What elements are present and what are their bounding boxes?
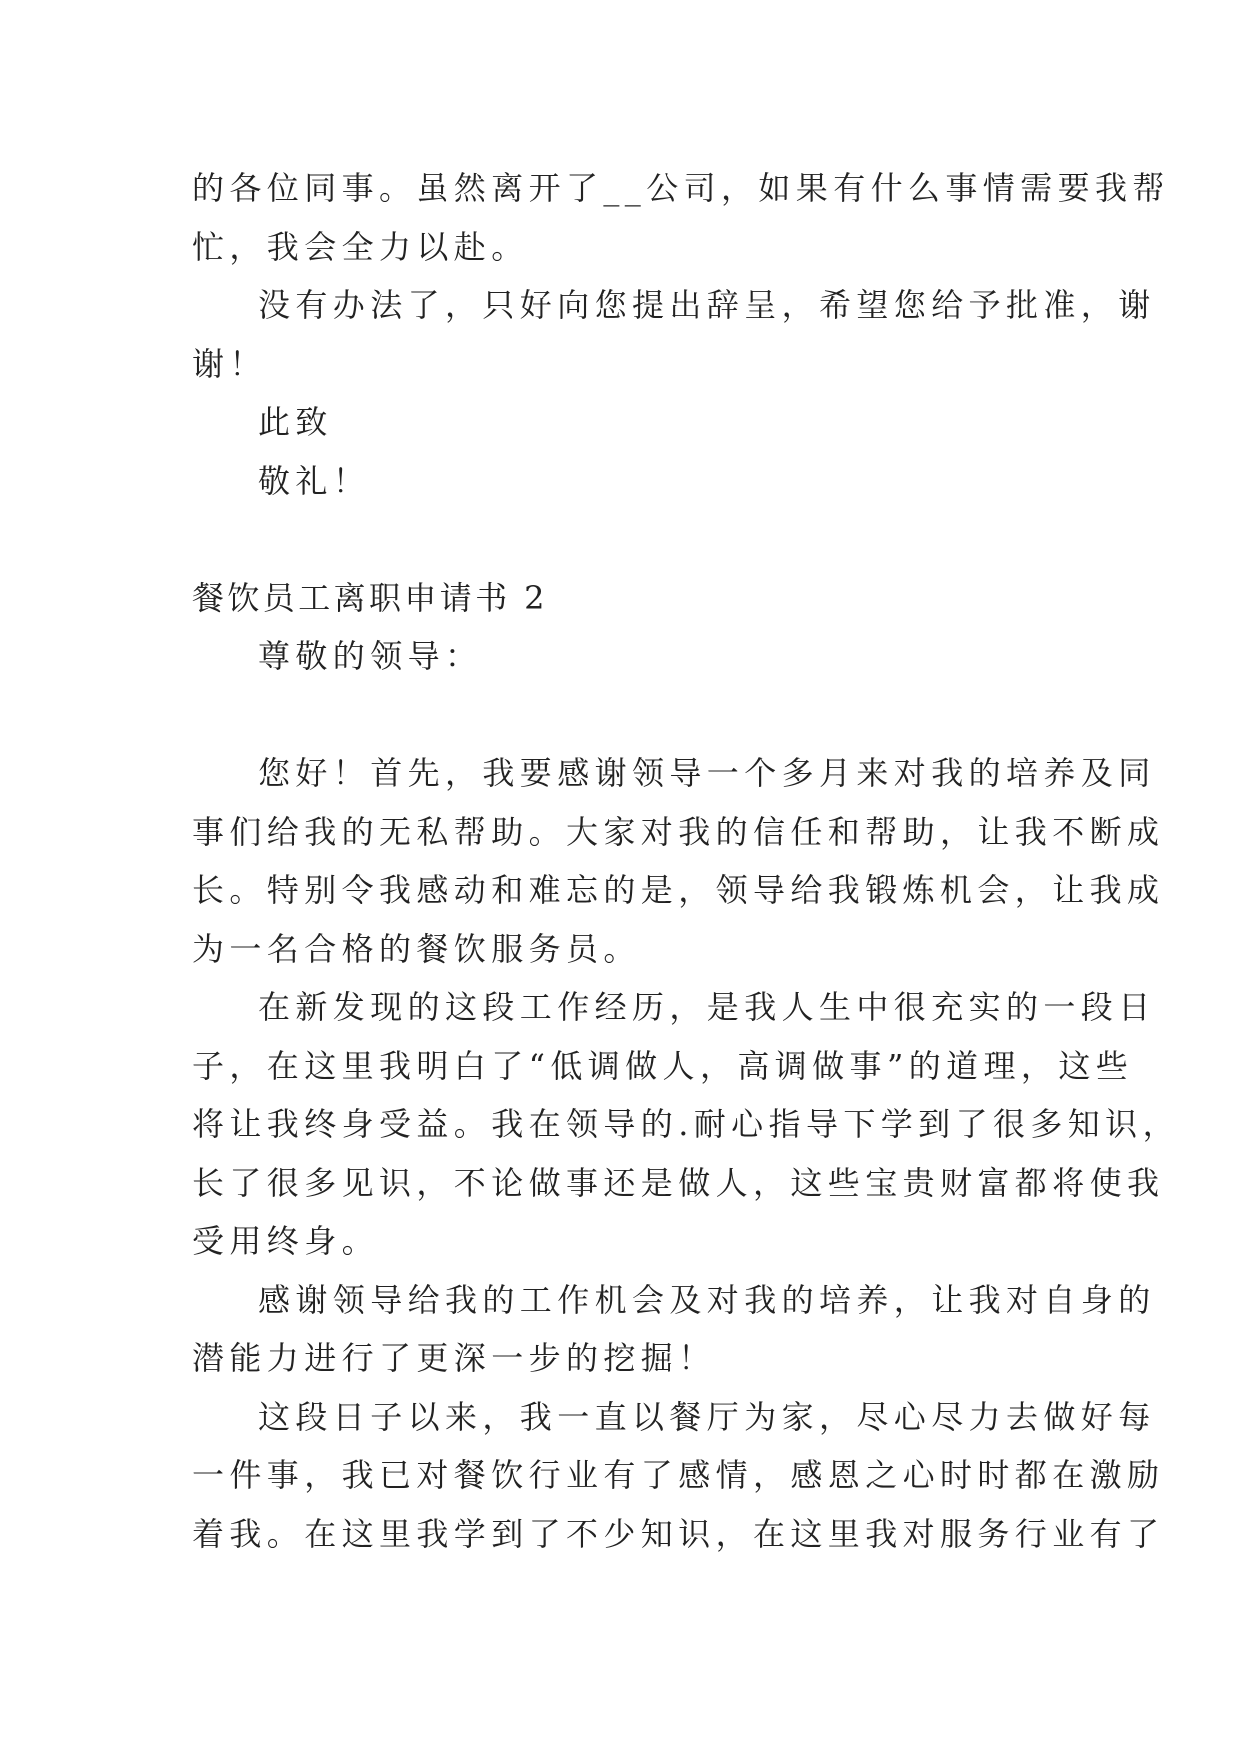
text-line: 为一名合格的餐饮服务员。: [192, 930, 641, 968]
text-line: 没有办法了，只好向您提出辞呈，希望您给予批准，谢: [258, 286, 1156, 324]
text-line: 受用终身。: [192, 1222, 380, 1260]
text-line: 在新发现的这段工作经历，是我人生中很充实的一段日: [258, 988, 1156, 1026]
text-line: 长了很多见识，不论做事还是做人，这些宝贵财富都将使我: [192, 1164, 1165, 1202]
closing-regards: 敬礼！: [258, 462, 371, 500]
text-line: 将让我终身受益。我在领导的.耐心指导下学到了很多知识，: [192, 1105, 1180, 1143]
text-line: 谢！: [192, 345, 267, 383]
text-line: 着我。在这里我学到了不少知识，在这里我对服务行业有了: [192, 1515, 1165, 1553]
text-line: 的各位同事。虽然离开了__公司，如果有什么事情需要我帮: [192, 169, 1170, 207]
text-line: 忙，我会全力以赴。: [192, 228, 529, 266]
text-line: 事们给我的无私帮助。大家对我的信任和帮助，让我不断成: [192, 813, 1165, 851]
text-line: 一件事，我已对餐饮行业有了感情，感恩之心时时都在激励: [192, 1456, 1165, 1494]
text-line: 这段日子以来，我一直以餐厅为家，尽心尽力去做好每: [258, 1398, 1156, 1436]
text-line: 长。特别令我感动和难忘的是，领导给我锻炼机会，让我成: [192, 871, 1165, 909]
text-line: 感谢领导给我的工作机会及对我的培养，让我对自身的: [258, 1281, 1156, 1319]
greeting: 尊敬的领导：: [258, 637, 483, 675]
text-line: 子，在这里我明白了“低调做人，高调做事”的道理，这些: [192, 1047, 1134, 1085]
text-line: 潜能力进行了更深一步的挖掘！: [192, 1339, 716, 1377]
text-line: 您好！首先，我要感谢领导一个多月来对我的培养及同: [258, 754, 1156, 792]
closing-salutation: 此致: [258, 403, 333, 441]
section-title: 餐饮员工离职申请书 2: [192, 579, 548, 617]
